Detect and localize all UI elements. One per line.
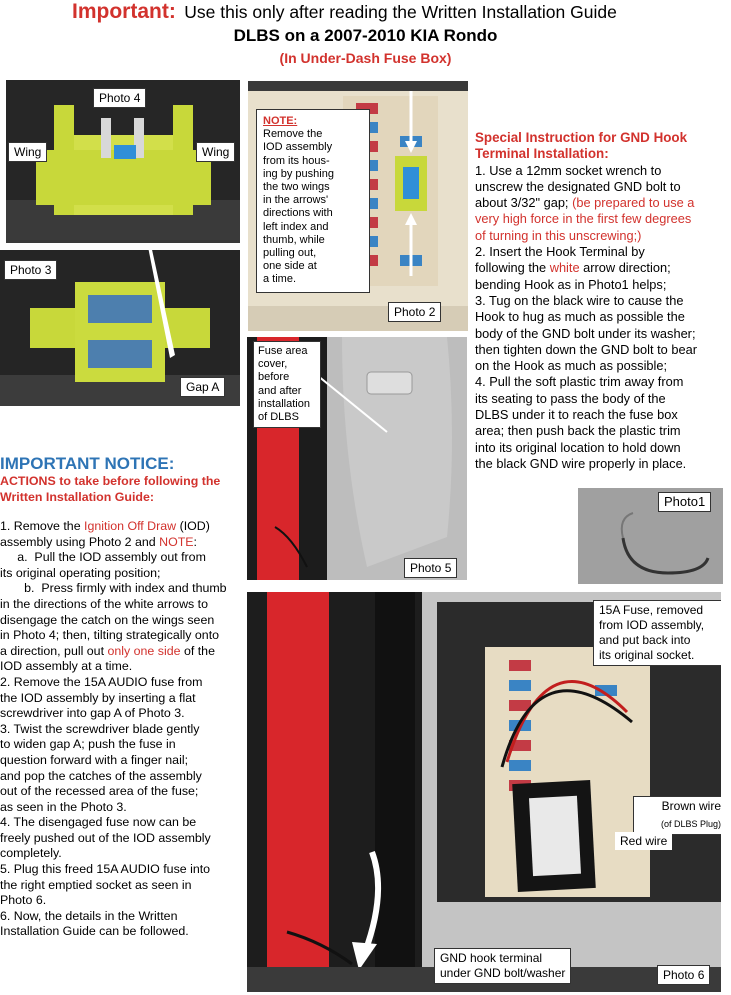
- photo-5: [247, 337, 467, 580]
- step-line: on the Hook as much as possible;: [475, 358, 668, 374]
- note-line: and put back into: [599, 633, 691, 647]
- step-line: 3. Tug on the black wire to cause the: [475, 292, 684, 308]
- step-line: 2. Remove the 15A AUDIO fuse from: [0, 674, 203, 689]
- note-line: and after: [258, 384, 302, 397]
- notice-heading: IMPORTANT NOTICE:: [0, 454, 175, 473]
- red-wire-label: Red wire: [615, 832, 672, 850]
- note-line: cover,: [258, 358, 288, 371]
- note-line: Fuse area: [258, 345, 308, 357]
- step-line: Installation Guide can be followed.: [0, 924, 189, 939]
- step-line: about 3/32" gap; (be prepared to use a: [475, 195, 695, 211]
- note-line: a time.: [263, 273, 297, 286]
- step-line: to widen gap A; push the fuse in: [0, 737, 176, 752]
- photo-6-label: Photo 6: [657, 965, 710, 985]
- step-line: 2. Insert the Hook Terminal by: [475, 244, 645, 260]
- note-head: NOTE:: [263, 115, 298, 127]
- step-line: screwdriver into gap A of Photo 3.: [0, 706, 185, 721]
- notice-subheading: ACTIONS to take before following the Written Installation Guide:: [0, 474, 221, 504]
- note-line: of DLBS: [258, 411, 299, 424]
- photo-2: [248, 81, 468, 331]
- special-instruction: [475, 130, 731, 472]
- step-line: question forward with a finger nail;: [0, 752, 189, 767]
- step-line: the right emptied socket as seen in: [0, 877, 192, 892]
- wing-right-label: Wing: [196, 142, 235, 162]
- step-line: unscrew the designated GND bolt to: [475, 178, 681, 194]
- note-line: from IOD assembly,: [599, 618, 705, 632]
- step-line: 1. Remove the Ignition Off Draw (IOD): [0, 519, 210, 533]
- photo-2-note: [256, 109, 370, 293]
- photo-3-label: Photo 3: [4, 260, 57, 280]
- photo-4: [6, 80, 240, 243]
- header-line: [72, 0, 731, 24]
- special-title: Special Instruction for GND Hook: [475, 130, 688, 145]
- step-line: 1. Use a 12mm socket wrench to: [475, 162, 662, 178]
- page-subtitle: (In Under-Dash Fuse Box): [279, 50, 452, 66]
- photo-2-label: Photo 2: [388, 302, 441, 322]
- step-line: Photo 6.: [0, 893, 47, 908]
- note-line: 15A Fuse, removed: [599, 603, 704, 617]
- gnd-terminal-label: GND hook terminal under GND bolt/washer: [434, 948, 571, 984]
- page-title: DLBS on a 2007-2010 KIA Rondo: [233, 26, 498, 45]
- step-line: bending Hook as in Photo1 helps;: [475, 276, 667, 292]
- step-line: disengage the catch on the wings seen: [0, 612, 215, 627]
- note-line: ing by pushing: [263, 167, 334, 180]
- note-line: installation: [258, 397, 310, 410]
- step-line: 5. Plug this freed 15A AUDIO fuse into: [0, 862, 211, 877]
- notice-steps: [0, 519, 242, 940]
- step-line: following the white arrow direction;: [475, 260, 671, 276]
- step-line: the black GND wire properly in place.: [475, 455, 687, 471]
- step-line: assembly using Photo 2 and NOTE:: [0, 534, 197, 549]
- step-line: and pop the catches of the assembly: [0, 768, 202, 783]
- photo-1: [578, 488, 723, 584]
- step-line: a. Pull the IOD assembly out from: [0, 550, 206, 565]
- step-line: in the directions of the white arrows to: [0, 596, 208, 611]
- fuse-note: [593, 600, 721, 666]
- photo-6: [247, 592, 721, 992]
- note-line: from its hous-: [263, 154, 330, 167]
- important-text: Use this only after reading the Written Installation Guide: [184, 2, 617, 22]
- note-line: directions with: [263, 207, 333, 220]
- note-line: before: [258, 371, 290, 384]
- wing-left-label: Wing: [8, 142, 47, 162]
- step-line: area; then push back the plastic trim: [475, 423, 681, 439]
- step-line: freely pushed out of the IOD assembly: [0, 830, 211, 845]
- brown-wire-label: Brown wire (of DLBS Plug): [633, 796, 721, 835]
- important-word: Important:: [72, 0, 176, 23]
- note-line: its original socket.: [599, 648, 695, 662]
- note-line: left index and: [263, 220, 329, 233]
- step-line: 3. Twist the screwdriver blade gently: [0, 721, 200, 736]
- step-line: a direction, pull out only one side of the: [0, 643, 215, 658]
- photo-1-label: Photo1: [658, 492, 711, 512]
- step-line: completely.: [0, 846, 62, 861]
- special-title: Terminal Installation:: [475, 146, 609, 162]
- photo-5-note: [253, 341, 321, 428]
- photo-5-label: Photo 5: [404, 558, 457, 578]
- note-line: thumb, while: [263, 233, 325, 246]
- step-line: its original operating position;: [0, 565, 161, 580]
- step-line: as seen in the Photo 3.: [0, 799, 127, 814]
- gap-a-label: Gap A: [180, 377, 225, 397]
- step-line: Hook to hug as much as possible the: [475, 309, 685, 325]
- step-line: out of the recessed area of the fuse;: [0, 784, 199, 799]
- photo-4-label: Photo 4: [93, 88, 146, 108]
- note-line: Remove the: [263, 128, 323, 141]
- step-line: 6. Now, the details in the Written: [0, 908, 178, 923]
- step-line: 4. Pull the soft plastic trim away from: [475, 374, 684, 390]
- step-line: into its original location to hold down: [475, 439, 681, 455]
- step-line: b. Press firmly with index and thumb: [0, 581, 227, 596]
- step-line: of turning in this unscrewing;): [475, 227, 642, 243]
- note-line: one side at: [263, 260, 317, 273]
- step-line: its seating to pass the body of the: [475, 390, 666, 406]
- step-line: 4. The disengaged fuse now can be: [0, 815, 197, 830]
- note-line: in the arrows': [263, 194, 329, 207]
- note-line: the two wings: [263, 181, 330, 194]
- step-line: very high force in the first few degrees: [475, 211, 692, 227]
- step-line: in Photo 4; then, tilting strategically onto: [0, 628, 220, 643]
- step-line: body of the GND bolt under its washer;: [475, 325, 696, 341]
- step-line: the IOD assembly by inserting a flat: [0, 690, 196, 705]
- note-line: IOD assembly: [263, 141, 333, 154]
- note-line: pulling out,: [263, 247, 317, 260]
- photo-3: [0, 250, 240, 406]
- step-line: DLBS under it to reach the fuse box: [475, 407, 678, 423]
- step-line: IOD assembly at a time.: [0, 659, 133, 674]
- step-line: then tighten down the GND bolt to bear: [475, 341, 697, 357]
